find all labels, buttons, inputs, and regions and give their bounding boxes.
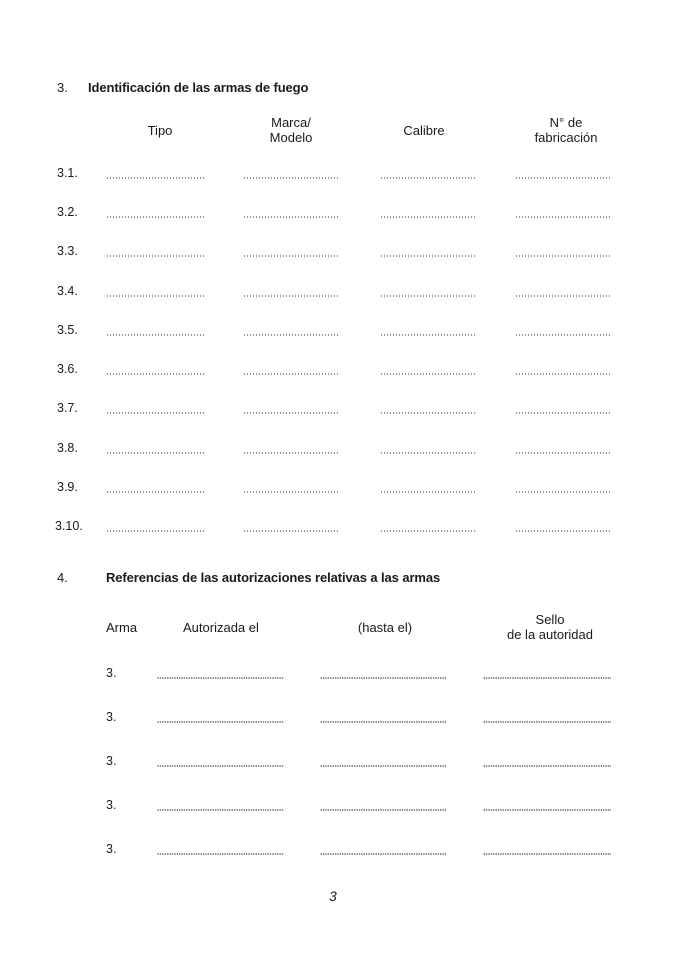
column-header-calibre: Calibre xyxy=(403,123,445,138)
marca-blank-line[interactable] xyxy=(243,530,340,532)
column-header-marca-line1: Marca/ xyxy=(271,115,311,130)
column-header-arma: Arma xyxy=(106,620,138,635)
calibre-blank-line[interactable] xyxy=(380,216,476,218)
sello-blank-line[interactable] xyxy=(483,677,611,679)
fabricacion-blank-line[interactable] xyxy=(515,452,611,454)
autorizada-blank-line[interactable] xyxy=(157,765,284,767)
row-label: 3. xyxy=(106,842,117,856)
tipo-blank-line[interactable] xyxy=(106,373,206,375)
tipo-blank-line[interactable] xyxy=(106,530,206,532)
fabricacion-blank-line[interactable] xyxy=(515,177,611,179)
fabricacion-blank-line[interactable] xyxy=(515,334,611,336)
sello-blank-line[interactable] xyxy=(483,721,611,723)
row-label: 3.10. xyxy=(55,519,83,533)
marca-blank-line[interactable] xyxy=(243,412,340,414)
row-label: 3.1. xyxy=(57,166,78,180)
row-label: 3.4. xyxy=(57,284,78,298)
authorization-row xyxy=(0,666,700,684)
marca-blank-line[interactable] xyxy=(243,295,340,297)
section-4-number: 4. xyxy=(57,570,68,585)
hasta-blank-line[interactable] xyxy=(320,853,447,855)
marca-blank-line[interactable] xyxy=(243,177,340,179)
calibre-blank-line[interactable] xyxy=(380,412,476,414)
marca-blank-line[interactable] xyxy=(243,216,340,218)
autorizada-blank-line[interactable] xyxy=(157,677,284,679)
hasta-blank-line[interactable] xyxy=(320,677,447,679)
tipo-blank-line[interactable] xyxy=(106,452,206,454)
column-header-autorizada: Autorizada el xyxy=(183,620,259,635)
weapon-row xyxy=(0,323,700,341)
weapon-row xyxy=(0,284,700,302)
marca-blank-line[interactable] xyxy=(243,334,340,336)
authorization-row xyxy=(0,842,700,860)
hasta-blank-line[interactable] xyxy=(320,809,447,811)
fabricacion-blank-line[interactable] xyxy=(515,491,611,493)
fabricacion-blank-line[interactable] xyxy=(515,216,611,218)
authorization-row xyxy=(0,710,700,728)
fabricacion-blank-line[interactable] xyxy=(515,412,611,414)
tipo-blank-line[interactable] xyxy=(106,295,206,297)
marca-blank-line[interactable] xyxy=(243,255,340,257)
fabricacion-blank-line[interactable] xyxy=(515,295,611,297)
tipo-blank-line[interactable] xyxy=(106,255,206,257)
row-label: 3.9. xyxy=(57,480,78,494)
calibre-blank-line[interactable] xyxy=(380,295,476,297)
row-label: 3.3. xyxy=(57,244,78,258)
autorizada-blank-line[interactable] xyxy=(157,809,284,811)
calibre-blank-line[interactable] xyxy=(380,530,476,532)
calibre-blank-line[interactable] xyxy=(380,452,476,454)
calibre-blank-line[interactable] xyxy=(380,177,476,179)
row-label: 3.5. xyxy=(57,323,78,337)
tipo-blank-line[interactable] xyxy=(106,491,206,493)
column-header-marca-line2: Modelo xyxy=(269,130,313,145)
column-header-tipo: Tipo xyxy=(147,123,173,138)
column-header-hasta: (hasta el) xyxy=(357,620,413,635)
tipo-blank-line[interactable] xyxy=(106,216,206,218)
hasta-blank-line[interactable] xyxy=(320,721,447,723)
tipo-blank-line[interactable] xyxy=(106,412,206,414)
tipo-blank-line[interactable] xyxy=(106,177,206,179)
row-label: 3. xyxy=(106,710,117,724)
calibre-blank-line[interactable] xyxy=(380,334,476,336)
weapon-row xyxy=(0,362,700,380)
marca-blank-line[interactable] xyxy=(243,452,340,454)
column-header-sello-line1: Sello xyxy=(535,612,565,627)
column-header-fab-line2: fabricación xyxy=(534,130,598,145)
tipo-blank-line[interactable] xyxy=(106,334,206,336)
column-header-sello xyxy=(495,612,605,642)
page-number: 3 xyxy=(329,888,337,904)
hasta-blank-line[interactable] xyxy=(320,765,447,767)
column-header-fabricacion xyxy=(521,115,611,145)
column-header-marca-modelo xyxy=(251,115,331,145)
row-label: 3.6. xyxy=(57,362,78,376)
autorizada-blank-line[interactable] xyxy=(157,853,284,855)
autorizada-blank-line[interactable] xyxy=(157,721,284,723)
marca-blank-line[interactable] xyxy=(243,373,340,375)
sello-blank-line[interactable] xyxy=(483,809,611,811)
weapon-row xyxy=(0,205,700,223)
fabricacion-blank-line[interactable] xyxy=(515,373,611,375)
section-3-title: Identificación de las armas de fuego xyxy=(88,80,309,95)
weapon-row xyxy=(0,519,700,537)
sello-blank-line[interactable] xyxy=(483,765,611,767)
sello-blank-line[interactable] xyxy=(483,853,611,855)
weapon-row xyxy=(0,480,700,498)
fabricacion-blank-line[interactable] xyxy=(515,530,611,532)
calibre-blank-line[interactable] xyxy=(380,491,476,493)
section-4-title: Referencias de las autorizaciones relativas a las armas xyxy=(106,570,441,585)
row-label: 3.2. xyxy=(57,205,78,219)
calibre-blank-line[interactable] xyxy=(380,373,476,375)
column-header-fab-line1: N° de xyxy=(549,115,583,130)
authorization-row xyxy=(0,754,700,772)
section-3-number: 3. xyxy=(57,80,68,95)
calibre-blank-line[interactable] xyxy=(380,255,476,257)
fabricacion-blank-line[interactable] xyxy=(515,255,611,257)
row-label: 3. xyxy=(106,754,117,768)
weapon-row xyxy=(0,166,700,184)
column-header-sello-line2: de la autoridad xyxy=(506,627,593,642)
weapon-row xyxy=(0,401,700,419)
authorization-row xyxy=(0,798,700,816)
row-label: 3. xyxy=(106,666,117,680)
row-label: 3.8. xyxy=(57,441,78,455)
row-label: 3. xyxy=(106,798,117,812)
row-label: 3.7. xyxy=(57,401,78,415)
marca-blank-line[interactable] xyxy=(243,491,340,493)
weapon-row xyxy=(0,244,700,262)
weapon-row xyxy=(0,441,700,459)
